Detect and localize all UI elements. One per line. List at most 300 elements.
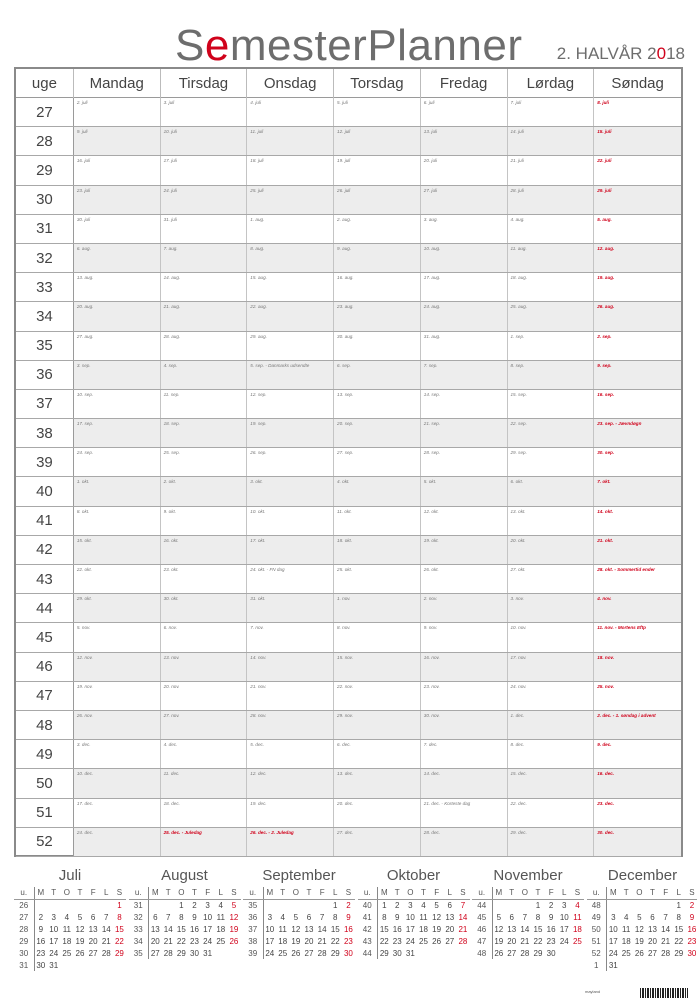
week-number: 40: [16, 477, 74, 505]
mini-day: 19: [634, 936, 644, 946]
day-cell[interactable]: [247, 507, 334, 535]
mini-day: 10: [405, 912, 415, 922]
day-cell[interactable]: [421, 799, 508, 827]
mini-day: 4: [623, 912, 629, 922]
day-cell[interactable]: [508, 477, 595, 505]
day-cell[interactable]: [74, 507, 161, 535]
mini-day: 5: [293, 912, 299, 922]
day-cell[interactable]: [421, 244, 508, 272]
day-label: 17. nov.: [510, 654, 527, 660]
day-label: 2. nov.: [423, 596, 438, 602]
day-cell[interactable]: [247, 98, 334, 126]
day-label: 21. aug.: [163, 304, 181, 310]
day-cell[interactable]: [334, 711, 421, 739]
day-cell[interactable]: [334, 361, 421, 389]
week-number: 50: [16, 769, 74, 797]
day-cell[interactable]: [508, 740, 595, 768]
day-cell[interactable]: [161, 536, 248, 564]
day-cell[interactable]: [247, 419, 334, 447]
mini-day: 5: [77, 912, 83, 922]
mini-header-cell: O: [60, 887, 73, 899]
day-cell[interactable]: [594, 186, 681, 214]
day-cell[interactable]: [508, 536, 595, 564]
day-cell[interactable]: [247, 127, 334, 155]
day-cell[interactable]: [421, 98, 508, 126]
day-cell[interactable]: [508, 361, 595, 389]
day-cell[interactable]: [161, 653, 248, 681]
day-cell[interactable]: [594, 507, 681, 535]
day-cell[interactable]: [594, 156, 681, 184]
mini-day: 26: [634, 948, 644, 958]
day-cell[interactable]: [334, 653, 421, 681]
day-cell[interactable]: [334, 565, 421, 593]
day-label: 11. sep.: [163, 391, 180, 397]
day-cell[interactable]: [247, 215, 334, 243]
day-cell[interactable]: [508, 769, 595, 797]
day-cell[interactable]: [161, 244, 248, 272]
day-label: 26. nov.: [76, 712, 93, 718]
col-header-søndag: Søndag: [611, 75, 664, 92]
day-label: 6. nov.: [163, 625, 178, 631]
mini-day: [263, 899, 276, 911]
day-cell[interactable]: [594, 769, 681, 797]
day-cell[interactable]: [334, 244, 421, 272]
day-label: 14. okt.: [597, 508, 614, 514]
day-cell[interactable]: [334, 302, 421, 330]
day-cell[interactable]: [247, 740, 334, 768]
day-cell[interactable]: [508, 653, 595, 681]
day-cell[interactable]: [161, 477, 248, 505]
mini-day: 12: [634, 924, 644, 934]
day-cell[interactable]: [421, 682, 508, 710]
day-cell[interactable]: [334, 156, 421, 184]
mini-day: 2: [192, 900, 197, 910]
day-cell[interactable]: [74, 623, 161, 651]
mini-day: 5: [637, 912, 642, 922]
mini-header-cell: T: [188, 887, 201, 899]
day-cell[interactable]: [594, 127, 681, 155]
day-cell[interactable]: [161, 799, 248, 827]
day-cell[interactable]: [161, 302, 248, 330]
day-cell[interactable]: [247, 653, 334, 681]
page-subtitle: 2. HALVÅR 2018: [556, 44, 685, 63]
day-label: 1. dec.: [510, 712, 525, 718]
mini-day: 3: [408, 900, 413, 910]
day-cell[interactable]: [74, 477, 161, 505]
day-cell[interactable]: [247, 623, 334, 651]
mini-day: 17: [265, 936, 275, 946]
day-cell[interactable]: [421, 536, 508, 564]
day-cell[interactable]: [594, 653, 681, 681]
day-label: 6. dec.: [337, 742, 351, 748]
day-cell[interactable]: [508, 682, 595, 710]
mini-day: 16: [392, 924, 402, 934]
day-cell[interactable]: [74, 98, 161, 126]
day-cell[interactable]: [594, 565, 681, 593]
mini-day: 27: [648, 948, 657, 958]
day-cell[interactable]: [334, 273, 421, 301]
day-label: 27. dec.: [337, 829, 354, 835]
day-cell[interactable]: [334, 127, 421, 155]
day-cell[interactable]: [594, 711, 681, 739]
day-cell[interactable]: [247, 361, 334, 389]
day-cell[interactable]: [74, 799, 161, 827]
day-cell[interactable]: [247, 448, 334, 476]
week-number: 35: [16, 332, 74, 360]
day-cell[interactable]: [594, 361, 681, 389]
mini-day: 12: [432, 912, 442, 922]
mini-day: 27: [507, 948, 517, 958]
mini-day: 29: [533, 948, 543, 958]
week-number: 43: [16, 565, 74, 593]
day-cell[interactable]: [421, 507, 508, 535]
day-label: 31. juli: [163, 216, 177, 222]
mini-day: 26: [432, 936, 442, 946]
mini-day: 10: [265, 924, 275, 934]
day-cell[interactable]: [508, 507, 595, 535]
day-cell[interactable]: [594, 215, 681, 243]
day-cell[interactable]: [508, 594, 595, 622]
day-cell[interactable]: [421, 332, 508, 360]
day-cell[interactable]: [161, 623, 248, 651]
day-cell[interactable]: [74, 302, 161, 330]
day-cell[interactable]: [74, 273, 161, 301]
day-label: 16. juli: [76, 158, 91, 164]
mini-day: 14: [317, 924, 327, 934]
day-cell[interactable]: [74, 711, 161, 739]
day-cell[interactable]: [161, 711, 248, 739]
day-cell[interactable]: [421, 623, 508, 651]
day-cell[interactable]: [334, 419, 421, 447]
mini-day: 7: [460, 900, 466, 910]
day-cell[interactable]: [594, 594, 681, 622]
day-cell[interactable]: [334, 740, 421, 768]
day-cell[interactable]: [247, 769, 334, 797]
mini-day: [100, 899, 113, 911]
day-label: 31. aug.: [423, 333, 441, 339]
day-cell[interactable]: [508, 390, 595, 418]
week-row: [16, 98, 681, 127]
day-cell[interactable]: [594, 419, 681, 447]
day-cell[interactable]: [508, 302, 595, 330]
day-cell[interactable]: [594, 244, 681, 272]
mini-day: 29: [114, 948, 124, 958]
day-cell[interactable]: [247, 332, 334, 360]
day-cell[interactable]: [334, 828, 421, 856]
day-cell[interactable]: [334, 769, 421, 797]
day-cell[interactable]: [161, 769, 248, 797]
day-cell[interactable]: [247, 156, 334, 184]
week-row: [16, 156, 681, 185]
barcode: [640, 988, 688, 998]
day-cell[interactable]: [421, 273, 508, 301]
day-cell[interactable]: [74, 361, 161, 389]
day-label: 19. sep.: [250, 421, 267, 427]
mini-day: 24: [608, 948, 618, 958]
day-cell[interactable]: [334, 799, 421, 827]
day-cell[interactable]: [161, 448, 248, 476]
day-cell[interactable]: [594, 682, 681, 710]
day-cell[interactable]: [247, 711, 334, 739]
day-cell[interactable]: [74, 536, 161, 564]
day-cell[interactable]: [247, 594, 334, 622]
day-cell[interactable]: [508, 623, 595, 651]
mini-header-cell: S: [342, 887, 355, 899]
mini-day: 31: [49, 960, 59, 970]
day-cell[interactable]: [421, 769, 508, 797]
day-cell[interactable]: [421, 186, 508, 214]
day-cell[interactable]: [421, 156, 508, 184]
day-cell[interactable]: [74, 332, 161, 360]
day-cell[interactable]: [334, 332, 421, 360]
day-cell[interactable]: [161, 156, 248, 184]
day-cell[interactable]: [594, 390, 681, 418]
day-cell[interactable]: [161, 565, 248, 593]
day-label: 9. dec.: [597, 742, 612, 748]
day-cell[interactable]: [74, 740, 161, 768]
day-label: 19. nov.: [76, 683, 93, 689]
day-label: 8. sep.: [510, 362, 525, 368]
day-cell[interactable]: [508, 156, 595, 184]
day-cell[interactable]: [161, 594, 248, 622]
day-label: 16. sep.: [597, 391, 615, 397]
day-cell[interactable]: [508, 215, 595, 243]
day-cell[interactable]: [421, 302, 508, 330]
day-cell[interactable]: [334, 536, 421, 564]
mini-day: [659, 899, 672, 911]
day-cell[interactable]: [161, 332, 248, 360]
day-cell[interactable]: [247, 536, 334, 564]
mini-day: 27: [150, 948, 160, 958]
day-cell[interactable]: [421, 215, 508, 243]
mini-day: 21: [458, 924, 468, 934]
day-cell[interactable]: [334, 186, 421, 214]
mini-day: 4: [421, 900, 426, 910]
day-label: 1. sep.: [510, 333, 525, 339]
day-cell[interactable]: [421, 711, 508, 739]
day-cell[interactable]: [247, 273, 334, 301]
day-cell[interactable]: [508, 711, 595, 739]
day-cell[interactable]: [74, 186, 161, 214]
day-cell[interactable]: [74, 448, 161, 476]
day-cell[interactable]: [334, 623, 421, 651]
day-cell[interactable]: [508, 448, 595, 476]
day-cell[interactable]: [421, 477, 508, 505]
day-label: 21. dec. - Korteste dag: [423, 800, 471, 806]
mini-day: 4: [280, 912, 285, 922]
day-cell[interactable]: [508, 419, 595, 447]
mini-day: 27: [445, 936, 455, 946]
day-cell[interactable]: [508, 273, 595, 301]
day-cell[interactable]: [594, 302, 681, 330]
day-label: 28. nov.: [250, 712, 267, 718]
mini-day: 9: [394, 912, 400, 922]
mini-day: [34, 899, 47, 911]
mini-day: [60, 899, 73, 911]
day-label: 7. sep.: [423, 362, 438, 368]
mini-header-cell: L: [672, 887, 685, 899]
day-cell[interactable]: [508, 244, 595, 272]
day-cell[interactable]: [594, 536, 681, 564]
day-cell[interactable]: [421, 390, 508, 418]
day-label: 14. aug.: [163, 275, 181, 281]
day-cell[interactable]: [161, 361, 248, 389]
day-cell[interactable]: [594, 623, 681, 651]
day-cell[interactable]: [594, 828, 681, 856]
week-number: 51: [16, 799, 74, 827]
day-cell[interactable]: [594, 477, 681, 505]
day-label: 26. aug.: [597, 304, 615, 310]
day-cell[interactable]: [247, 244, 334, 272]
day-cell[interactable]: [74, 244, 161, 272]
day-label: 5. sep. - Danmarks udsendte: [250, 362, 310, 368]
day-label: 3. okt.: [250, 479, 263, 485]
mini-day: 17: [608, 936, 618, 946]
day-label: 15. juli: [597, 129, 612, 135]
day-cell[interactable]: [247, 302, 334, 330]
week-row: [16, 740, 681, 769]
mini-day: [571, 947, 584, 959]
mini-day: [430, 947, 443, 959]
day-cell[interactable]: [334, 215, 421, 243]
mini-week-number: 37: [243, 923, 263, 935]
day-cell[interactable]: [247, 828, 334, 856]
day-cell[interactable]: [74, 565, 161, 593]
day-cell[interactable]: [74, 828, 161, 856]
day-cell[interactable]: [421, 448, 508, 476]
day-cell[interactable]: [161, 828, 248, 856]
mini-day: 22: [176, 936, 186, 946]
day-label: 23. okt.: [163, 567, 179, 572]
day-cell[interactable]: [161, 98, 248, 126]
day-label: 21. nov.: [250, 683, 267, 689]
day-cell[interactable]: [74, 419, 161, 447]
day-cell[interactable]: [247, 390, 334, 418]
day-cell[interactable]: [334, 507, 421, 535]
day-label: 25. nov.: [597, 683, 615, 689]
day-cell[interactable]: [421, 740, 508, 768]
day-label: 29. sep.: [510, 450, 527, 456]
day-cell[interactable]: [508, 828, 595, 856]
day-cell[interactable]: [161, 273, 248, 301]
mini-day: 9: [548, 912, 554, 922]
day-cell[interactable]: [161, 215, 248, 243]
mini-day: [113, 959, 126, 971]
mini-day: 1: [117, 900, 122, 910]
day-cell[interactable]: [334, 682, 421, 710]
day-cell[interactable]: [508, 332, 595, 360]
day-cell[interactable]: [594, 273, 681, 301]
day-label: 3. sep.: [76, 362, 91, 368]
day-cell[interactable]: [334, 594, 421, 622]
day-cell[interactable]: [508, 186, 595, 214]
day-cell[interactable]: [74, 769, 161, 797]
mini-day: 25: [62, 948, 72, 958]
day-label: 12. sep.: [250, 391, 267, 397]
mini-header-cell: T: [47, 887, 60, 899]
day-cell[interactable]: [421, 419, 508, 447]
day-cell[interactable]: [161, 127, 248, 155]
day-cell[interactable]: [247, 477, 334, 505]
mini-day: 30: [687, 948, 697, 958]
day-label: 27. juli: [423, 187, 438, 193]
day-cell[interactable]: [74, 127, 161, 155]
day-cell[interactable]: [247, 799, 334, 827]
day-cell[interactable]: [421, 828, 508, 856]
day-label: 22. aug.: [250, 304, 267, 310]
day-label: 2. juli: [76, 100, 88, 105]
day-cell[interactable]: [421, 653, 508, 681]
day-label: 21. juli: [510, 158, 524, 164]
day-cell[interactable]: [74, 682, 161, 710]
mini-header-cell: L: [329, 887, 342, 899]
week-row: [16, 215, 681, 244]
day-cell[interactable]: [421, 594, 508, 622]
mini-day: 25: [572, 936, 582, 946]
mini-header-cell: O: [175, 887, 188, 899]
day-cell[interactable]: [594, 740, 681, 768]
mini-header-cell: L: [558, 887, 571, 899]
day-cell[interactable]: [247, 565, 334, 593]
day-label: 12. juli: [337, 129, 351, 135]
mini-header-cell: S: [685, 887, 697, 899]
day-label: 5. dec.: [250, 742, 265, 748]
day-cell[interactable]: [334, 98, 421, 126]
day-cell[interactable]: [334, 448, 421, 476]
day-cell[interactable]: [74, 390, 161, 418]
day-cell[interactable]: [594, 98, 681, 126]
day-cell[interactable]: [421, 361, 508, 389]
day-cell[interactable]: [334, 390, 421, 418]
day-cell[interactable]: [74, 653, 161, 681]
day-cell[interactable]: [594, 332, 681, 360]
week-number: 48: [16, 711, 74, 739]
day-cell[interactable]: [421, 127, 508, 155]
day-cell[interactable]: [334, 477, 421, 505]
day-cell[interactable]: [508, 98, 595, 126]
day-cell[interactable]: [74, 594, 161, 622]
day-cell[interactable]: [247, 682, 334, 710]
day-cell[interactable]: [161, 740, 248, 768]
day-cell[interactable]: [74, 156, 161, 184]
day-cell[interactable]: [594, 448, 681, 476]
day-cell[interactable]: [508, 799, 595, 827]
day-cell[interactable]: [594, 799, 681, 827]
week-row: [16, 273, 681, 302]
day-cell[interactable]: [161, 390, 248, 418]
mini-day: 15: [674, 924, 684, 934]
mini-header-cell: u.: [472, 887, 492, 899]
week-row: [16, 536, 681, 565]
week-number: 46: [16, 653, 74, 681]
page-title: SemesterPlanner: [175, 21, 523, 70]
day-cell[interactable]: [161, 507, 248, 535]
day-cell[interactable]: [247, 186, 334, 214]
day-cell[interactable]: [421, 565, 508, 593]
mini-header-cell: u.: [129, 887, 149, 899]
day-cell[interactable]: [161, 419, 248, 447]
day-cell[interactable]: [74, 215, 161, 243]
mini-day: 18: [216, 924, 226, 934]
day-cell[interactable]: [161, 186, 248, 214]
day-label: 17. sep.: [76, 421, 94, 427]
mini-day: 27: [304, 948, 314, 958]
mini-day: 1: [179, 900, 184, 910]
day-cell[interactable]: [161, 682, 248, 710]
day-cell[interactable]: [508, 127, 595, 155]
day-label: 15. nov.: [337, 654, 354, 660]
day-cell[interactable]: [508, 565, 595, 593]
